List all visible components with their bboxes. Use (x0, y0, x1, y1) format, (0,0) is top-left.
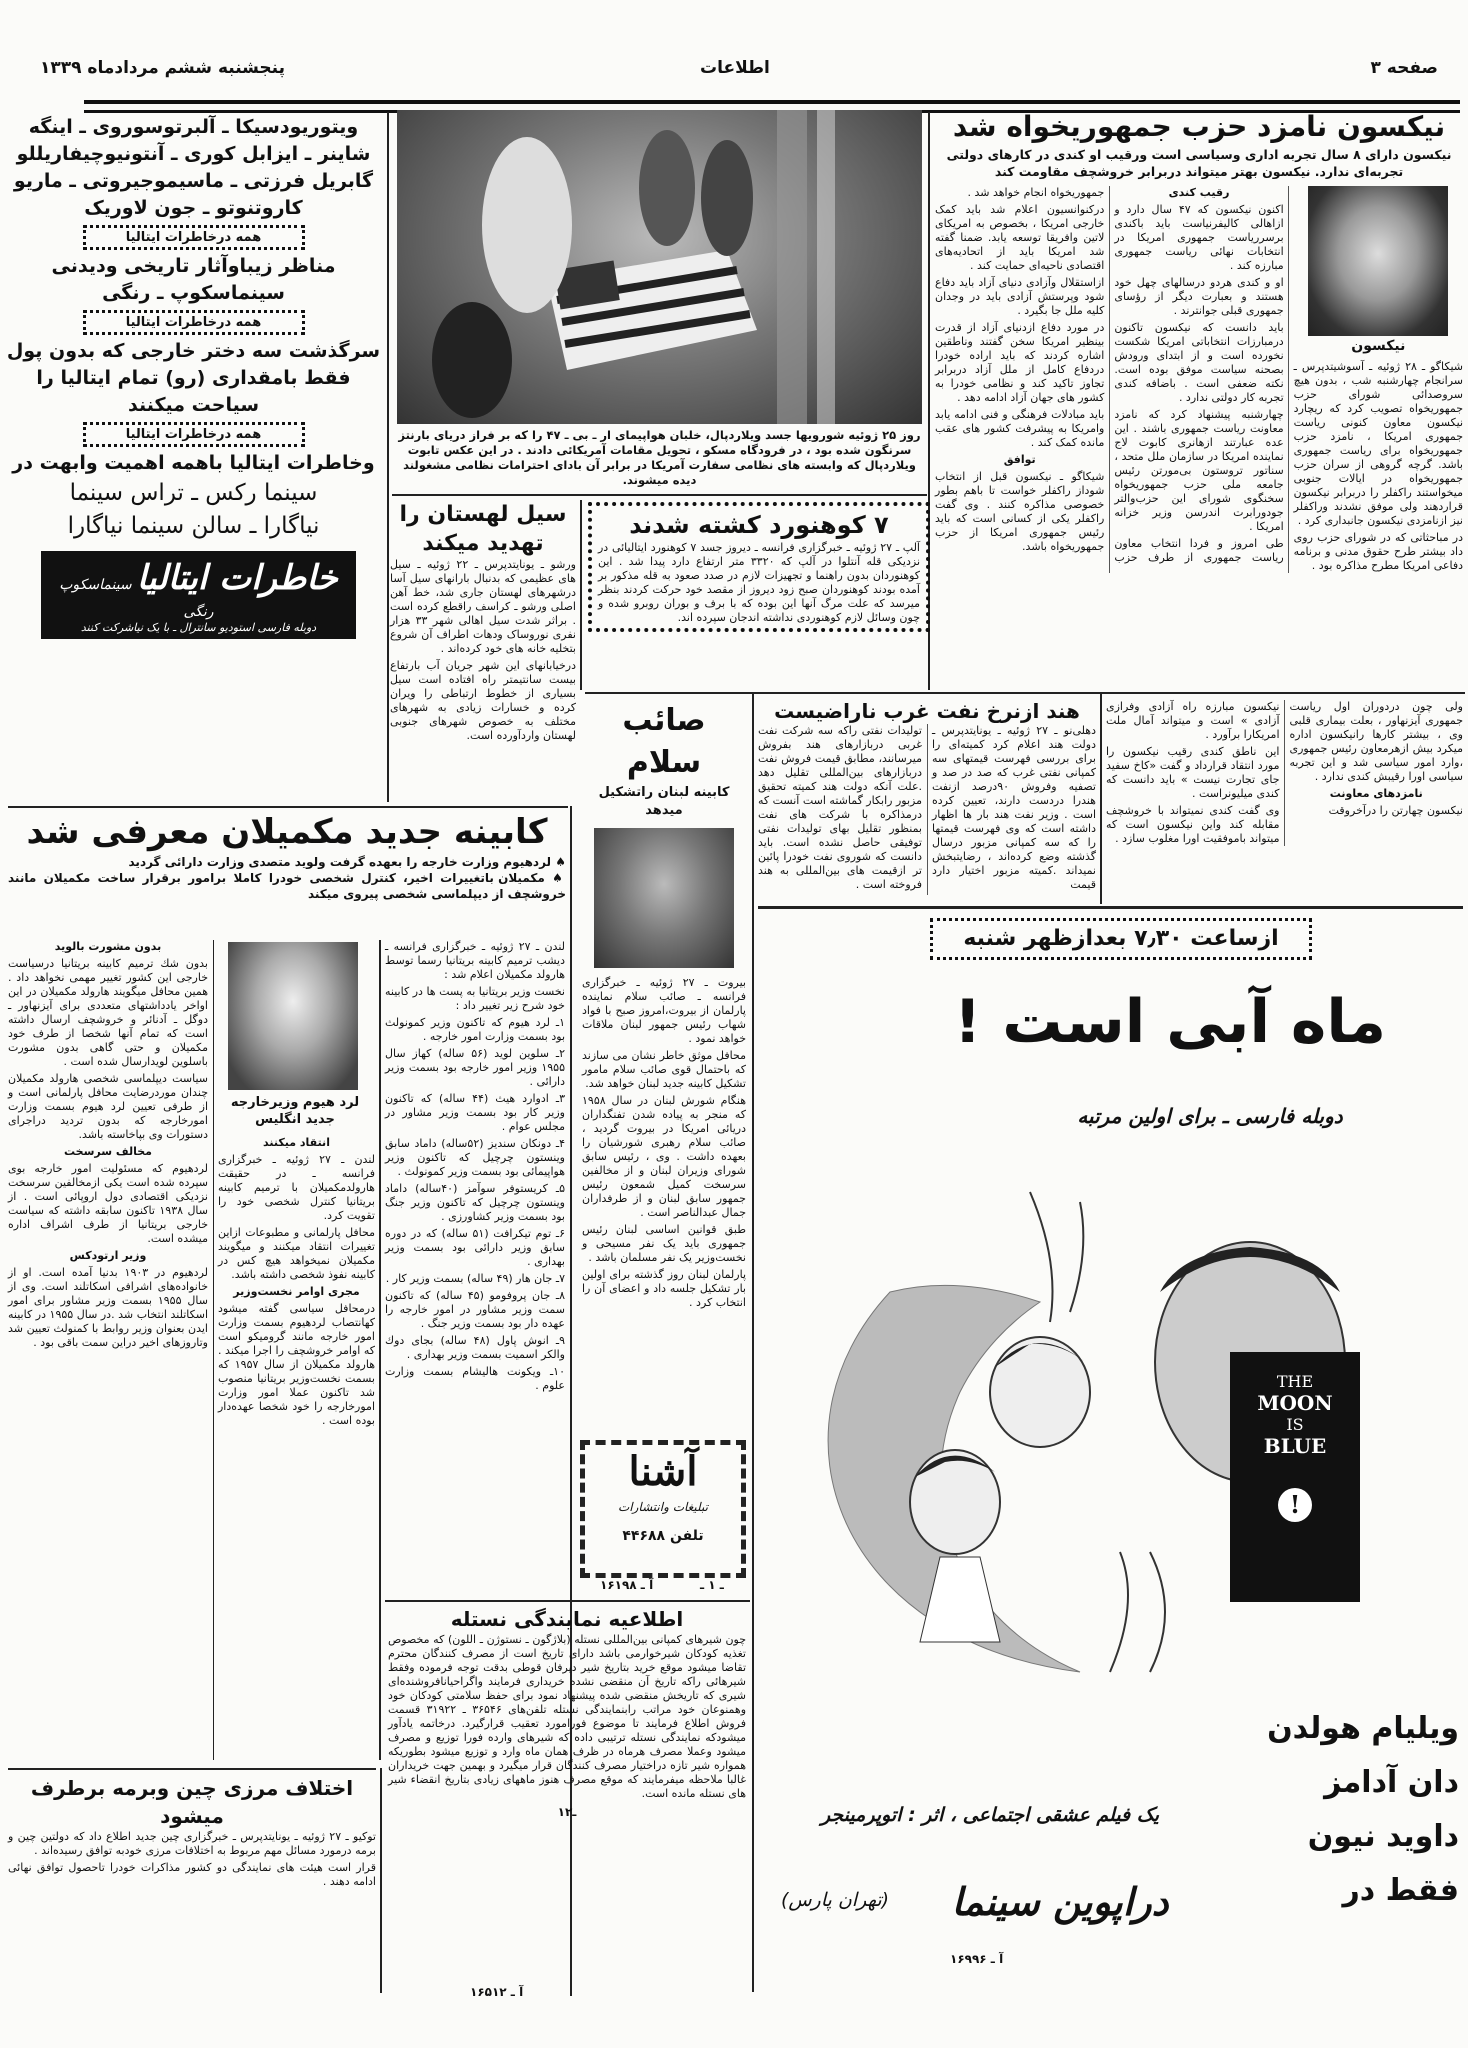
subheading: انتقاد میکنند (263, 1136, 330, 1149)
newspaper-name: اطلاعات (700, 58, 770, 78)
paragraph: ولی چون دردوران اول ریاست جمهوری آیزنهاور ، بعلت بیماری قلبی وی ، بیشتر کارها رانیکسون اداره میکرد بیش ازهرمعاون رئیس جمهوری ،وارد امور سیاسی شد و این تجربه سیاسی اورا رقیبش کندی ندارد . (1289, 700, 1463, 783)
china-burma-headline: اختلاف مرزی چین وبرمه برطرف میشود (30, 1776, 354, 1828)
lord-home-caption (215, 1094, 375, 1128)
paragraph: درمحافل سیاسی گفته میشود کهانتصاب لردهیوم بسمت وزارت امور خارجه مانند گرومیکو است که اوامر خروشچف را اجرا میکند . هارولد مکمیلان از سال ۱۹۵۷ که بسمت نخست‌وزیر بریتانیا منصوب شد تاکنون عملا امور وزارت امورخارجه را خود شخصا عهده‌دار بوده است . (218, 1302, 375, 1427)
moon-is-blue-ad (760, 912, 1465, 2002)
nixon-subhead: نیکسون دارای ۸ سال تجربه اداری وسیاسی است ورقیب او کندی در کارهای دولتی تجربه‌ای ندارد. نیکسون بهتر میتواند دربرابر خروشچف مقاومت کند (946, 147, 1452, 179)
saeb-subhead: کابینه لبنان راتشکیل میدهد (598, 785, 730, 818)
caption-line: جدید انگلیس (255, 1112, 335, 1127)
section-rule (385, 1600, 750, 1602)
paragraph: درکنوانسیون اعلام شد باید کمک خارجی امریکا ، بخصوص به امریکای لاتین وافریقا توسعه یابد. ضمنا گفته شد امریکا باید از اتحادیه‌های اقتصادی ناحیه‌ای حمایت کند . (935, 203, 1105, 272)
list-item: ۲ـ سلوین لوید (۵۶ ساله) کهاز سال ۱۹۵۵ وزیر امور خارجه بود بسمت وزیر دارائی . (385, 1047, 565, 1088)
moon-book (1230, 1352, 1360, 1602)
subheading: وزیر ارتودکس (69, 1249, 147, 1262)
paragraph: هنگام شورش لبنان در سال ۱۹۵۸ که منجر به پیاده شدن تفنگداران دریائی امریکا در بیروت گردید ، صائب سلام رهبری شورشیان را بعهده داشت . وی ، رئیس سابق شورای وزیران لبنان و از مخالفین سرسخت کمیل شمعون رئیس جمهور سابق لبنان و از طرفداران جمال عبدالناصر است . (582, 1094, 746, 1219)
section-rule (585, 692, 1465, 694)
nixon-photo-caption: نیکسون (1351, 338, 1406, 354)
banner-title: خاطرات ایتالیا (136, 558, 338, 598)
paragraph: سیاست دیپلماسی شخصی هارولد مکمیلان چندان موردرضایت محافل پارلمانی است و از طرفی تعیین لرد هیوم بسمت وزارت امورخارجه که بدون تردید دراجرای دستورات وی بپاخاسته باشد. (8, 1072, 208, 1141)
paragraph: باید مبادلات فرهنگی و فنی ادامه یابد وامریکا به پیشرفت کشور های عقب مانده کمک کند . (935, 408, 1105, 449)
macmillan-left-column (8, 940, 208, 1353)
tagline-box: همه درخاطرات ایتالیا (83, 422, 305, 447)
saeb-salam-article (582, 700, 746, 1313)
spade-icon: ♠ (551, 855, 566, 869)
macmillan-headline: کابینه جدید مکمیلان معرفی شد (26, 812, 548, 852)
macmillan-article (8, 810, 566, 902)
ashna-name: آشنا (628, 1448, 698, 1495)
book-title-line: IS (1286, 1415, 1304, 1434)
poland-flood-article (390, 500, 576, 746)
section-rule (8, 1768, 376, 1770)
story-line: سیاحت میکنند (127, 394, 260, 416)
spade-icon: ♠ (544, 871, 567, 885)
climbers-box (588, 502, 930, 632)
cast-line: ویتوریودسیکا ـ آلبرتوسوروی ـ اینگه (28, 116, 359, 138)
paragraph: درخیابانهای این شهر جریان آب بارتفاع بیست سانتیمتر راه افتاده است سیل بسیاری از خطوط ارتباطی را ویران کرده و خسارات زیادی به شهرهای مختلف به خصوص شهرهای جنوبی لهستان واردآورده است. (390, 659, 576, 742)
subheading: مجری اوامر نخست‌وزیر (233, 1285, 360, 1298)
list-item: ۸ـ جان پروفومو (۴۵ ساله) که تاکنون سمت وزیر مشاور در امور خارجه را عهده دار بود بسمت وزیر جنگ . (385, 1289, 565, 1330)
nestle-body: چون شیرهای کمپانی بین‌المللی نستله (بلاژگون ـ نستوژن ـ اللون) که مخصوص تغذیه کودکان شیرخوارمی باشد دارای تاریخ است از مصرف کنندگان محترم تقاضا میشود موقع خرید بتاریخ شیر دیرفان قوطی بدقت توجه فرموده وفقط شیرهائی راکه تاریخ آن منقضی نشده خریداری فرمایند واگراحیانافروشنده‌ای شیری که تاریخش منقضی شده پیشنهاد نمود برای حفظ سلامتی کودکان خود وهمنوعان خود مراتب رابنمایندگی نستله تلفن‌های ۳۶۵۴۶ ـ ۳۱۹۲۲ قسمت فروش اطلاع فرمایند تا موضوع فورامورد تعقیب قرارگیرد. درخاتمه یادآور میشودکه نمایندگی نستله ترتیبی داده که شیرهای وارده فورا توزیع و مصرف میشود وعملا مصرف هرماه در ظرف همان ماه وارد و توزیع میشود بطوریکه همواره شیر تازه دراختیار مصرف کنندگان قرار میگیرد و بهمین جهت خریداران غالبا ملاحظه میفرمایند که موقع مصرف هنوز ماههای زیادی بتاریخ انقضاء شیر های نستله مانده است. (388, 1633, 746, 1800)
cast-line: گابریل فرزتی ـ ماسیموجیروتی ـ ماریو (13, 170, 374, 192)
coffin-ceremony-photo (397, 110, 922, 424)
column-rule (580, 500, 582, 690)
genre-line: یک فیلم عشقی اجتماعی ، اثر : اتوپرمینجر (820, 1804, 1160, 1826)
column-rule (752, 692, 754, 1992)
paragraph: قرار است هیئت های نمایندگی دو کشور مذاکرات خودرا تاحصول توافق نهائی ادامه دهند . (8, 1861, 376, 1888)
paragraph: چهارشنبه پیشنهاد کرد که نامزد معاونت ریاست جمهوری باشند . این عده عبارتند ازهانری کابوت لاج نماینده امریکا در سازمان ملل متحد ، سناتور تروستون بی‌مورتن رئیس جامعه ملی حزب جمهوریخواه سخنگوی شورای این حزب‌والتر جودورابرت اندرسن وزیر خزانه امریکا . (1114, 408, 1284, 533)
list-item: ۵ـ کریستوفر سوآمز (۴۰ساله) داماد وینستون چرچیل که تاکنون وزیر جنگ بود بسمت وزیر کشاورزی . (385, 1182, 565, 1223)
photo-caption: روز ۲۵ ژوئیه شورویها جسد ویلاردپال، خلبان هواپیمای ار ـ بی ـ ۴۷ را که بر فراز دریای بارنتز سرنگون شده بود ، در فرودگاه مسکو ، تحویل مقامات آمریکائی دادند . در این عکس تابوت ویلاردپال که وابسته های نظامی سفارت آمریکا در برابر آن بادای احترامات نظامی مشغولند دیده میشوند. (398, 428, 921, 487)
paragraph: محافل پارلمانی و مطبوعات ازاین تغییرات انتقاد میکنند و میگویند مکمیلان نمیخواهد هیچ کس در کابینه نفوذ شخصی داشته باشد. (218, 1226, 375, 1281)
issue-date: پنجشنبه ششم مردادماه ۱۳۳۹ (40, 58, 286, 78)
nixon-body (935, 186, 1463, 573)
cast-member: دان آدامز (1324, 1765, 1459, 1800)
column-rule (380, 1768, 382, 1993)
ashna-tagline: تبلیغات وانتشارات (618, 1500, 708, 1514)
paragraph: در مباحثاتی که در شورای حزب روی داد بیشتر طرح حقوق مدنی و برنامه دفاعی امریکا مطرح مذاکره بود . (1293, 531, 1463, 572)
nixon-portrait (1308, 186, 1448, 336)
paragraph: بیروت ـ ۲۷ ژوئیه ـ خبرگزاری فرانسه ـ صائب سلام نماینده پارلمان از بیروت،امروز صبح با فواد شهاب رئیس جمهور لبنان ملاقات خواهد نمود . (582, 976, 746, 1045)
cinema-location: (تهران پارس) (780, 1889, 890, 1911)
saeb-portrait (594, 828, 734, 968)
cinema-name: دراپوین سینما (951, 1880, 1169, 1924)
subheading: توافق (1003, 453, 1036, 466)
coffin-photo-illustration (397, 110, 922, 424)
list-item: ۱۰ـ ویکونت هالیشام بسمت وزارت علوم . (385, 1365, 565, 1392)
bullet-item (8, 870, 566, 902)
paragraph: پارلمان لبنان روز گذشته برای اولین بار تشکیل جلسه داد و اعضای آن را انتخاب کرد . (582, 1268, 746, 1309)
nestle-headline: اطلاعیه نمایندگی نستله (450, 1607, 684, 1631)
column-rule (379, 940, 381, 1760)
section-rule (758, 906, 1463, 909)
cast-line: شاینر ـ ایزابل کوری ـ آنتونیوچیفاریللو (16, 143, 371, 165)
paragraph: دهلی‌نو ـ ۲۷ ژوئیه ـ یونایتدپرس ـ دولت هند اعلام کرد کمیته‌ای را برای بررسی فهرست قیمتهای سه کمپانی نفتی غرب که صد در صد و تصفیه وفروش ۹۰درصد ازنفت هندرا دردست دارند، تعیین کرده است . وزیر نفت هند بار ها اظهار داشته است که وی فهرست قیمتها را که سه کمپانی مزبور درسال گذشته وضع کرده‌اند ، رضایتبخش نمیداند .کمیته مزبور اختیار دارد قیمت (932, 724, 1096, 891)
tagline-box: همه درخاطرات ایتالیا (83, 225, 305, 250)
climbers-headline: ۷ کوهنورد کشته شدند (629, 511, 889, 539)
cast-list (1219, 1702, 1459, 1918)
paragraph: در مورد دفاع ازدنیای آزاد از قدرت بینظیر امریکا سخن گفتند وناطقین اشاره کردند که باید اراده خودرا دردفاع کامل از ملل آزاد دربرابر تجاوز تاکید کند و نظامی خودرا به کشور های جهان آزاد ادامه دهد . (935, 321, 1105, 404)
banner-line: دوبله فارسی استودیو سانترال ـ با یک نیاشرکت کنند (80, 621, 317, 634)
list-item: ۷ـ جان هار (۴۹ ساله) بسمت وزیر کار . (385, 1272, 565, 1285)
list-item: ۳ـ ادوارد هیث (۴۴ ساله) که تاکنون وزیر کار بود بسمت وزیر مشاور در مجلس عوام . (385, 1092, 565, 1133)
scenery-line: مناظر زیباوآثار تاریخی ودیدنی (51, 255, 336, 277)
column-rule (213, 940, 214, 1760)
macmillan-ministers (385, 940, 565, 1396)
nixon-article (935, 108, 1463, 573)
tagline-box: همه درخاطرات ایتالیا (83, 310, 305, 335)
paragraph: نیکسون چهارتن را درآخروقت (1328, 804, 1463, 817)
italy-banner (41, 551, 356, 639)
poland-headline: سیل لهستان را (399, 502, 567, 527)
paragraph: شیکاگو ـ ۲۸ ژوئیه ـ آسوشیتدپرس ـ سرانجام چهارشنبه شب ، بدون هیچ سروصدائی شورای حزب جمهوریخواه تصویب کرد که ریچارد نیکسون معاون کنونی ریاست جمهوری امریکا ، نامزد حزب جمهوریخواه برای ریاست جمهوری باشد. گرچه گروهی از سران حزب جمهوریخواه در ایالات جنوبی میخواستند راکفلر را دربرابر نیکسون قراردهند ولی موفق نشدند وراکفلر نیز ازنامزدی نیکسون جانبداری کرد . (1293, 360, 1463, 527)
nestle-code: ۱ـ۲ (557, 1805, 577, 1819)
paragraph: طی امروز و فردا انتخاب معاون ریاست جمهوری از طرف حزب جمهوریخواه انجام خواهد شد . (967, 186, 1284, 564)
cinema-line: نیاگارا ـ سالن سینما نیاگارا (67, 513, 320, 539)
closing-line: وخاطرات ایتالیا باهمه اهمیت وابهت در (12, 452, 375, 474)
page-number: صفحه ۳ (1370, 58, 1438, 78)
paragraph: اکنون نیکسون که ۴۷ سال دارد و ازاهالی کالیفرنیاست باید باکندی برسرریاست جمهوری امریکا در انتخابات نهائی ریاست جمهوری مبارزه کند . (1114, 203, 1284, 272)
book-title-line: THE (1276, 1372, 1314, 1391)
banner-sub: سینماسکوپ رنگی (59, 577, 214, 620)
column-rule (1100, 694, 1102, 904)
cast-line: کاروتنوتو ـ جون لاوریک (84, 197, 303, 219)
paragraph: طبق قوانین اساسی لبنان رئیس جمهوری باید یک نفر مسیحی و نخست‌وزیر یک نفر مسلمان باشد . (582, 1223, 746, 1264)
paragraph: باید دانست که نیکسون تاکنون درمبارزات انتخاباتی امریکا شکست نخورده است و از ابتدای ورودش بصحنه سیاست موفق بوده است. نکته ضعفی است . باضافه کندی تجربه کار دولتی ندارد . (1114, 321, 1284, 404)
ashna-num: ـ ۱ ـ (700, 1578, 724, 1592)
story-line: سرگذشت سه دختر خارجی که بدون پول (6, 340, 381, 362)
nixon-continuation (1106, 700, 1463, 846)
film-title: ماه آبی است ! (953, 987, 1386, 1057)
india-oil-headline: هند ازنرخ نفت غرب ناراضیست (774, 699, 1080, 723)
list-item: ۹ـ انوش پاول (۴۸ ساله) بجای دوك والكر اسمیت بسمت وزیر بهداری . (385, 1334, 566, 1361)
column-rule (387, 112, 389, 802)
subheading: بدون مشورت بالوید (54, 940, 162, 953)
saeb-headline: صائب سلام (622, 703, 706, 780)
india-oil-article (758, 698, 1096, 895)
scenery-line: سینماسکوپ ـ رنگی (102, 282, 285, 304)
section-rule (392, 494, 927, 496)
cast-member: داوید نیون (1307, 1819, 1459, 1854)
china-burma-article (8, 1774, 376, 1892)
ad-code: آ ـ ۱۶۹۹۶ (950, 1952, 1004, 1966)
list-item: ۶ـ توم تیکرافت (۵۱ ساله) که در دوره سابق وزیر دارائی بود بسمت وزیر بهداری . (385, 1227, 565, 1268)
book-title-line: BLUE (1263, 1434, 1327, 1458)
poland-headline: تهدید میکند (422, 531, 544, 556)
nixon-portrait-block (1294, 186, 1463, 356)
showtime-box: ازساعت ۷٫۳۰ بعدازظهر شنبه (930, 918, 1312, 960)
macmillan-mid-column (218, 1136, 375, 1431)
only-in: فقط در (1342, 1873, 1459, 1908)
list-item: ۴ـ دونکان سندیز (۵۲ساله) داماد سابق وینستون چرچیل که تاکنون وزیر هواپیمائی بود بسمت وزیر کمونولث . (385, 1137, 565, 1178)
list-item: ۱ـ لرد هیوم که تاکنون وزیر کمونولث بود بسمت وزارت امور خارجه . (385, 1016, 565, 1043)
paragraph: نیکسون مبارزه راه آزادی وفرازی آزادی » است و میتواند آمال ملت امریکارا برآورد . (1106, 700, 1280, 741)
paragraph: ازاستقلال وآزادی دنیای آزاد باید دفاع شود وپرستش آزادی باید در وجدان کلیه ملل جا بگیرد . (935, 276, 1105, 317)
paragraph: لندن ـ ۲۷ ژوئیه ـ خبرگزاری فرانسه ـ دیشب ترمیم کابینه بریتانیا رسما توسط هارولد مکمیلان اعلام شد : (385, 940, 565, 981)
lord-home-portrait (228, 942, 358, 1090)
bullet-text: مکمیلان باتغییرات اخیر، کنترل شخصی خودرا کاملا برامور برقرار ساخت مکمیلان مانند خروشچف از دیپلماسی شخصی پیروی میکند (8, 871, 566, 901)
paragraph: تولیدات نفتی راکه سه شرکت نفت غربی دربازارهای هند بفروش میرسانند، مطابق قیمت فروش نفت دربازارهای بین‌المللی تقلیل دهد .علت آنکه دولت هند کمیته تحقیق مزبور رابکار گماشته است آنست که درمذاکره با شرکت های نفت بمنظور تقلیل بهای تولیدات نفتی توفیقی حاصل نشده است. باید دانست که شوروی نفت خودرا پائین تر ازقیمت های بین‌المللی به هند فروخته است . (758, 724, 922, 891)
nestle-notice (388, 1605, 746, 1819)
paragraph: لردهیوم در ۱۹۰۳ بدنیا آمده است. او از خانواده‌های اشرافی اسکاتلند است. وی از سال ۱۹۵۵ بسمت وزیر مشاور برای امور اسکاتلند انتخاب شد .در سال ۱۹۵۵ در کابینه ایدن بعنوان وزیر روابط با کمنولث تعیین شد وتاروزهای اخیر دراین سمت باقی بود . (8, 1266, 209, 1349)
bullet-text: لردهیوم وزارت خارجه را بعهده گرفت ولوید متصدی وزارت دارائی گردید (128, 855, 552, 869)
dub-line: دوبله فارسی ـ برای اولین مرتبه (1077, 1104, 1343, 1128)
subheading: مخالف سرسخت (64, 1145, 152, 1158)
bullet-item (8, 854, 566, 870)
paragraph: توکیو ـ ۲۷ ژوئیه ـ یونایتدپرس ـ خبرگزاری چین جدید اطلاع داد که دولتین چین و برمه درمورد مسائل مهم مربوط به اختلافات مرزی خودبه توافق رسیده‌اند . (8, 1830, 376, 1857)
exclamation-icon: ! (1278, 1488, 1312, 1522)
paragraph: لردهیوم که مسئولیت امور خارجه بوی سپرده شده است یکی ازمخالفین سرسخت نزدیکی اقتصادی دول اروپائی است . از سال ۱۹۳۸ تاکنون سابقه داشته که سیاست خارجی بریتانیا از طرف اشراف اداره میشده است. (8, 1162, 208, 1245)
paragraph: لندن ـ ۲۷ ژوئیه ـ خبرگزاری فرانسه ـ در حقیقت هارولدمکمیلان با ترمیم کابینه بریتانیا کنترل شخصی خود را تقویت کرد. (218, 1153, 375, 1222)
italy-film-ad (6, 114, 381, 639)
paragraph: ورشو ـ یونایتدپرس ـ ۲۲ ژوئیه ـ سیل های عظیمی که بدنبال بارانهای سیل آسا درشهرهای لهستان جاری شد، خط آهن اصلی ورشو ـ کراسف راقطع کرده است . براثر شدت سیل اهالی شهر ۳۳ هزار نفری نوروساک ودهات اطراف آن شروع بتخلیه خانه های خود کرده‌اند . (390, 558, 576, 655)
paragraph: بدون شك ترمیم کابینه بریتانیا درسیاست خارجی این کشور تغییر مهمی نخواهد داد . همین محافل میگویند هارولد مکمیلان در این اواخر یادداشتهای متعددی برای آیزنهاور ـ دوگل ـ آدنائر و خروشچف ارسال داشته است که تمام آنها شخصا از طرف خود مکمیلان و حتی گاهی بدون مشورت باسلوین لویدارسال شده است . (8, 957, 208, 1068)
paragraph: این ناطق کندی رقیب نیکسون را مورد انتقاد قرارداد و گفت «کاخ سفید جای تجارت نیست » باید دانست که کندی میلیونراست . (1106, 745, 1280, 800)
paragraph: نخست وزیر بریتانیا به پست ها در کابینه خود شرح زیر تغییر داد : (385, 985, 565, 1012)
book-title-line: MOON (1257, 1391, 1333, 1415)
subheading: نامزدهای معاونت (1329, 787, 1423, 800)
cinema-line: سینما رکس ـ تراس سینما (69, 480, 318, 506)
paragraph: محافل موثق خاطر نشان می سازند که باحتمال قوی صائب سلام مامور تشکیل کابینه جدید لبنان خواهد شد. (582, 1049, 746, 1090)
ashna-phone: تلفن ۴۴۶۸۸ (622, 1528, 704, 1544)
cast-member: ویلیام هولدن (1267, 1711, 1459, 1746)
ashna-code: آ ـ ۱۶۱۹۸ (600, 1578, 654, 1592)
story-line: فقط بامقداری (رو) تمام ایتالیا را (36, 367, 351, 389)
caption-line: لرد هیوم وزیرخارجه (230, 1095, 360, 1110)
subheading: رقیب کندی (1168, 186, 1230, 199)
nixon-headline: نیکسون نامزد حزب جمهوریخواه شد (952, 110, 1446, 143)
paragraph: وی گفت کندی نمیتواند با خروشچف مقابله کند واین نیکسون است که میتواند باموفقیت اورا مغلوب سازد . (1106, 804, 1280, 845)
nestle-code-2: آ ـ ۱۶۵۱۲ (470, 1985, 524, 1999)
section-rule (8, 806, 568, 808)
climbers-body: آلپ ـ ۲۷ ژوئیه ـ خبرگزاری فرانسه ـ دیروز جسد ۷ کوهنورد ایتالیائی در نزدیکی قله آنتلوا در آلپ که ۳۳۲۰ متر ارتفاع دارد پیدا شد . این کوهنوردان بدون راهنما و تجهیزات لازم در صدد صعود به قله مذکور بر آمده بودند کوهنوردان صبح زود دیروز از مقصد خود حرکت کردند بنظر میرسد که علت مرگ آنها این بوده که با برف و بوران روبرو شده و چون وسائل لازم کوهنوردی نداشته اندجان سپرده اند. (598, 541, 921, 624)
ashna-ad (580, 1440, 746, 1578)
paragraph: شیکاگو ـ نیکسون قبل از انتخاب شوداز راکفلر خواست تا باهم بطور خصوصی مذاکره کنند . وی گفت راکفلر یکی از کسانی است که باید رئیس جمهوری امریکا از حزب جمهوریخواه باشد. (935, 470, 1105, 553)
paragraph: او و کندی هردو درسالهای چهل خود هستند و بعبارت دیگر از رؤسای جمهوری قبلی جوانترند . (1114, 276, 1284, 317)
